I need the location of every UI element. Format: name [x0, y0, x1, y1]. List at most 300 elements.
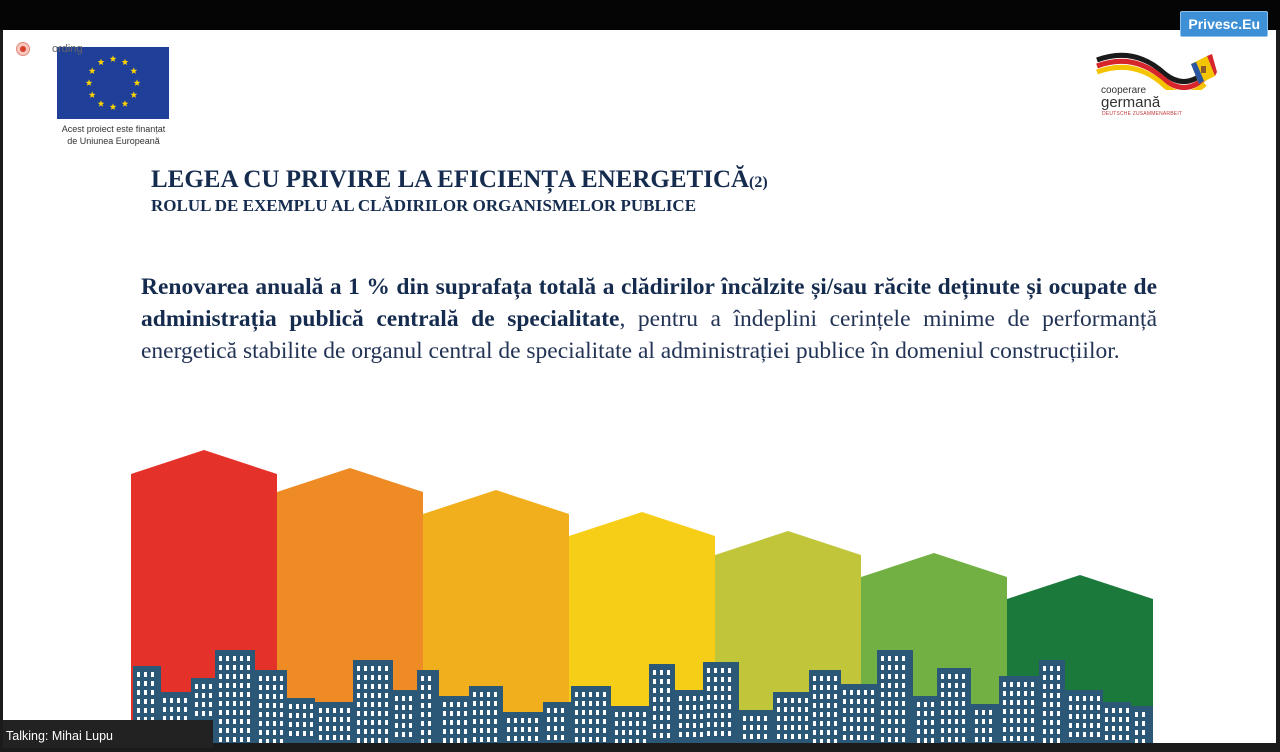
body-regular-text: , pentru a îndeplini cerințele minime de performanță energetică stabilite de organul central de specialitate al administrației publice în domeniul construcțiilor. [141, 306, 1158, 364]
building-window [636, 712, 639, 717]
building-window [902, 737, 905, 742]
building-window [371, 666, 374, 671]
building-window [895, 692, 898, 697]
building-window [1031, 736, 1034, 741]
building-window [378, 675, 381, 680]
building-window [1057, 675, 1060, 680]
building-window [259, 685, 262, 690]
building-window [827, 685, 830, 690]
building-window [347, 717, 350, 722]
building-window [428, 721, 431, 726]
building-window [1090, 714, 1093, 719]
building-window [347, 726, 350, 731]
building-window [202, 711, 205, 716]
building-window [603, 710, 606, 715]
building-window [487, 737, 490, 742]
building-window [219, 701, 222, 706]
building-window [1017, 691, 1020, 696]
building-window [686, 723, 689, 728]
building-window [728, 695, 731, 700]
building-window [955, 701, 958, 706]
building-window [364, 675, 367, 680]
building-window [1050, 675, 1053, 680]
building-window [1105, 726, 1108, 731]
building-window [1050, 702, 1053, 707]
building-window [464, 702, 467, 707]
building-window [1057, 729, 1060, 734]
building-window [340, 717, 343, 722]
building-window [280, 703, 283, 708]
building-window [881, 656, 884, 661]
building-window [266, 676, 269, 681]
building-window [1069, 696, 1072, 701]
building-window [266, 739, 269, 743]
building-window [603, 719, 606, 724]
building-window [850, 735, 853, 740]
building-window [888, 656, 891, 661]
building-window [864, 708, 867, 713]
building-window [1076, 696, 1079, 701]
building-window [707, 713, 710, 718]
building-window [728, 686, 731, 691]
building-window [535, 736, 538, 741]
building-window [1017, 727, 1020, 732]
building-window [319, 717, 322, 722]
building-window [805, 707, 808, 712]
building-window [582, 737, 585, 742]
building-window [1010, 682, 1013, 687]
building-window [209, 693, 212, 698]
building-window [917, 738, 920, 743]
building-window [820, 694, 823, 699]
building-window [280, 694, 283, 699]
building-window [554, 717, 557, 722]
building-window [728, 731, 731, 736]
city-building [649, 664, 675, 743]
building-window [233, 665, 236, 670]
building-window [494, 710, 497, 715]
building-window [273, 685, 276, 690]
building-window [653, 706, 656, 711]
building-window [428, 739, 431, 743]
building-window [561, 717, 564, 722]
building-window [296, 704, 299, 709]
building-window [603, 737, 606, 742]
building-window [857, 690, 860, 695]
building-window [902, 674, 905, 679]
building-window [603, 692, 606, 697]
building-window [881, 719, 884, 724]
slide-title-suffix: (2) [749, 174, 768, 191]
building-window [582, 728, 585, 733]
building-window [881, 692, 884, 697]
building-window [487, 701, 490, 706]
building-window [948, 710, 951, 715]
building-window [629, 721, 632, 726]
building-window [757, 725, 760, 730]
building-window [240, 710, 243, 715]
building-window [843, 717, 846, 722]
building-window [728, 722, 731, 727]
building-window [1057, 720, 1060, 725]
building-window [714, 695, 717, 700]
building-window [864, 717, 867, 722]
building-window [955, 683, 958, 688]
building-window [247, 737, 250, 742]
building-window [385, 675, 388, 680]
building-window [144, 690, 147, 695]
building-window [364, 738, 367, 743]
building-window [948, 692, 951, 697]
building-window [521, 736, 524, 741]
building-window [917, 720, 920, 725]
building-window [813, 712, 816, 717]
building-window [843, 690, 846, 695]
energy-rating-cityscape-illustration [3, 30, 1276, 743]
building-window [163, 707, 166, 712]
building-window [1031, 727, 1034, 732]
building-window [850, 690, 853, 695]
building-window [409, 723, 412, 728]
building-window [310, 722, 313, 727]
building-window [948, 719, 951, 724]
building-window [989, 728, 992, 733]
building-window [240, 701, 243, 706]
building-window [1142, 712, 1145, 717]
building-window [1010, 691, 1013, 696]
building-window [1069, 732, 1072, 737]
building-window [319, 726, 322, 731]
building-window [888, 737, 891, 742]
building-window [280, 721, 283, 726]
building-window [226, 701, 229, 706]
building-window [871, 726, 874, 731]
building-window [989, 710, 992, 715]
building-window [982, 728, 985, 733]
building-window [1043, 702, 1046, 707]
building-window [827, 721, 830, 726]
building-window [443, 729, 446, 734]
building-window [1031, 709, 1034, 714]
building-window [195, 711, 198, 716]
building-window [240, 692, 243, 697]
building-window [219, 710, 222, 715]
building-window [514, 718, 517, 723]
building-window [622, 739, 625, 743]
building-window [1003, 736, 1006, 741]
building-window [596, 737, 599, 742]
building-window [547, 717, 550, 722]
building-window [948, 674, 951, 679]
building-window [402, 723, 405, 728]
building-window [615, 721, 618, 726]
building-window [982, 737, 985, 742]
building-window [834, 685, 837, 690]
building-window [385, 684, 388, 689]
building-window [226, 737, 229, 742]
building-window [226, 710, 229, 715]
building-window [636, 730, 639, 735]
building-window [924, 711, 927, 716]
building-window [1105, 735, 1108, 740]
building-window [1050, 711, 1053, 716]
building-window [1017, 718, 1020, 723]
building-window [450, 729, 453, 734]
building-window [1017, 682, 1020, 687]
building-window [941, 737, 944, 742]
building-window [333, 726, 336, 731]
building-window [1083, 723, 1086, 728]
building-window [667, 670, 670, 675]
building-window [273, 712, 276, 717]
building-window [371, 738, 374, 743]
building-window [881, 737, 884, 742]
building-window [480, 737, 483, 742]
building-window [1003, 718, 1006, 723]
building-window [507, 718, 510, 723]
building-window [219, 665, 222, 670]
building-window [273, 703, 276, 708]
building-window [450, 702, 453, 707]
building-window [240, 728, 243, 733]
building-window [917, 702, 920, 707]
building-window [955, 710, 958, 715]
building-window [1010, 709, 1013, 714]
building-window [364, 702, 367, 707]
building-window [266, 721, 269, 726]
building-window [1083, 696, 1086, 701]
building-window [857, 699, 860, 704]
building-window [589, 692, 592, 697]
building-window [219, 683, 222, 688]
building-window [409, 714, 412, 719]
building-window [561, 735, 564, 740]
building-window [219, 728, 222, 733]
building-window [402, 705, 405, 710]
building-window [615, 712, 618, 717]
building-window [357, 675, 360, 680]
building-window [895, 737, 898, 742]
building-window [948, 683, 951, 688]
building-window [1024, 691, 1027, 696]
building-window [144, 699, 147, 704]
building-window [226, 692, 229, 697]
building-window [151, 708, 154, 713]
building-window [843, 735, 846, 740]
building-window [554, 726, 557, 731]
building-window [582, 719, 585, 724]
building-window [195, 702, 198, 707]
building-window [259, 739, 262, 743]
building-window [784, 734, 787, 739]
building-window [421, 676, 424, 681]
building-window [798, 734, 801, 739]
building-window [881, 674, 884, 679]
building-window [233, 737, 236, 742]
building-window [777, 698, 780, 703]
building-window [371, 675, 374, 680]
building-window [450, 720, 453, 725]
building-window [219, 719, 222, 724]
building-window [813, 721, 816, 726]
building-window [955, 674, 958, 679]
recording-indicator-icon [16, 42, 30, 56]
building-window [764, 734, 767, 739]
building-window [941, 692, 944, 697]
building-window [813, 694, 816, 699]
building-window [1050, 729, 1053, 734]
building-window [247, 719, 250, 724]
building-window [707, 722, 710, 727]
building-window [395, 732, 398, 737]
building-window [1043, 738, 1046, 743]
building-window [798, 698, 801, 703]
building-window [948, 701, 951, 706]
building-window [1083, 705, 1086, 710]
building-window [895, 674, 898, 679]
building-window [679, 723, 682, 728]
building-window [266, 730, 269, 735]
building-window [888, 710, 891, 715]
building-window [857, 708, 860, 713]
building-window [962, 737, 965, 742]
building-window [347, 735, 350, 740]
building-window [653, 679, 656, 684]
building-window [151, 690, 154, 695]
building-window [1043, 684, 1046, 689]
building-window [750, 734, 753, 739]
building-window [202, 684, 205, 689]
building-window [798, 716, 801, 721]
building-window [357, 711, 360, 716]
building-window [820, 676, 823, 681]
building-window [902, 656, 905, 661]
building-window [857, 717, 860, 722]
building-window [473, 701, 476, 706]
building-window [507, 727, 510, 732]
building-window [443, 711, 446, 716]
building-window [273, 739, 276, 743]
building-window [421, 703, 424, 708]
building-window [226, 656, 229, 661]
building-window [850, 726, 853, 731]
building-window [464, 729, 467, 734]
building-window [714, 668, 717, 673]
building-window [895, 665, 898, 670]
building-window [202, 702, 205, 707]
building-window [1069, 723, 1072, 728]
building-window [850, 717, 853, 722]
building-window [266, 694, 269, 699]
building-window [679, 705, 682, 710]
building-window [378, 711, 381, 716]
building-window [1126, 717, 1129, 722]
building-window [813, 739, 816, 743]
building-window [962, 701, 965, 706]
building-window [1050, 684, 1053, 689]
building-window [371, 711, 374, 716]
building-window [827, 730, 830, 735]
privesc-badge[interactable]: Privesc.Eu [1180, 11, 1268, 37]
building-window [1024, 700, 1027, 705]
building-window [820, 721, 823, 726]
building-window [784, 716, 787, 721]
building-window [240, 665, 243, 670]
building-window [636, 721, 639, 726]
building-window [273, 676, 276, 681]
building-window [219, 692, 222, 697]
building-window [941, 728, 944, 733]
building-window [962, 683, 965, 688]
building-window [721, 713, 724, 718]
building-window [554, 708, 557, 713]
building-window [693, 705, 696, 710]
building-window [240, 656, 243, 661]
building-window [137, 690, 140, 695]
building-window [428, 676, 431, 681]
building-window [371, 684, 374, 689]
building-window [428, 703, 431, 708]
building-window [266, 712, 269, 717]
building-window [357, 729, 360, 734]
building-window [303, 713, 306, 718]
building-window [750, 725, 753, 730]
building-window [487, 710, 490, 715]
partner-title: cooperare [1101, 85, 1147, 96]
building-window [1057, 738, 1060, 743]
building-window [371, 729, 374, 734]
building-window [1097, 696, 1100, 701]
building-window [1112, 726, 1115, 731]
building-window [280, 739, 283, 743]
building-window [1043, 711, 1046, 716]
building-window [409, 705, 412, 710]
building-window [494, 728, 497, 733]
building-window [643, 730, 646, 735]
building-window [1050, 693, 1053, 698]
building-window [421, 721, 424, 726]
building-window [233, 701, 236, 706]
building-window [233, 683, 236, 688]
building-window [700, 705, 703, 710]
building-window [1017, 736, 1020, 741]
building-window [1031, 682, 1034, 687]
building-window [521, 718, 524, 723]
building-window [1043, 729, 1046, 734]
building-window [791, 734, 794, 739]
building-window [144, 681, 147, 686]
recording-label: ording [52, 43, 83, 55]
building-window [1057, 693, 1060, 698]
building-window [247, 701, 250, 706]
building-window [319, 735, 322, 740]
building-window [653, 724, 656, 729]
building-window [385, 702, 388, 707]
building-window [1076, 723, 1079, 728]
building-window [340, 708, 343, 713]
building-window [857, 726, 860, 731]
building-window [660, 724, 663, 729]
building-window [820, 739, 823, 743]
building-window [871, 735, 874, 740]
building-window [653, 715, 656, 720]
building-window [202, 693, 205, 698]
building-window [1024, 718, 1027, 723]
building-window [137, 708, 140, 713]
building-window [798, 707, 801, 712]
building-window [457, 720, 460, 725]
building-window [209, 702, 212, 707]
